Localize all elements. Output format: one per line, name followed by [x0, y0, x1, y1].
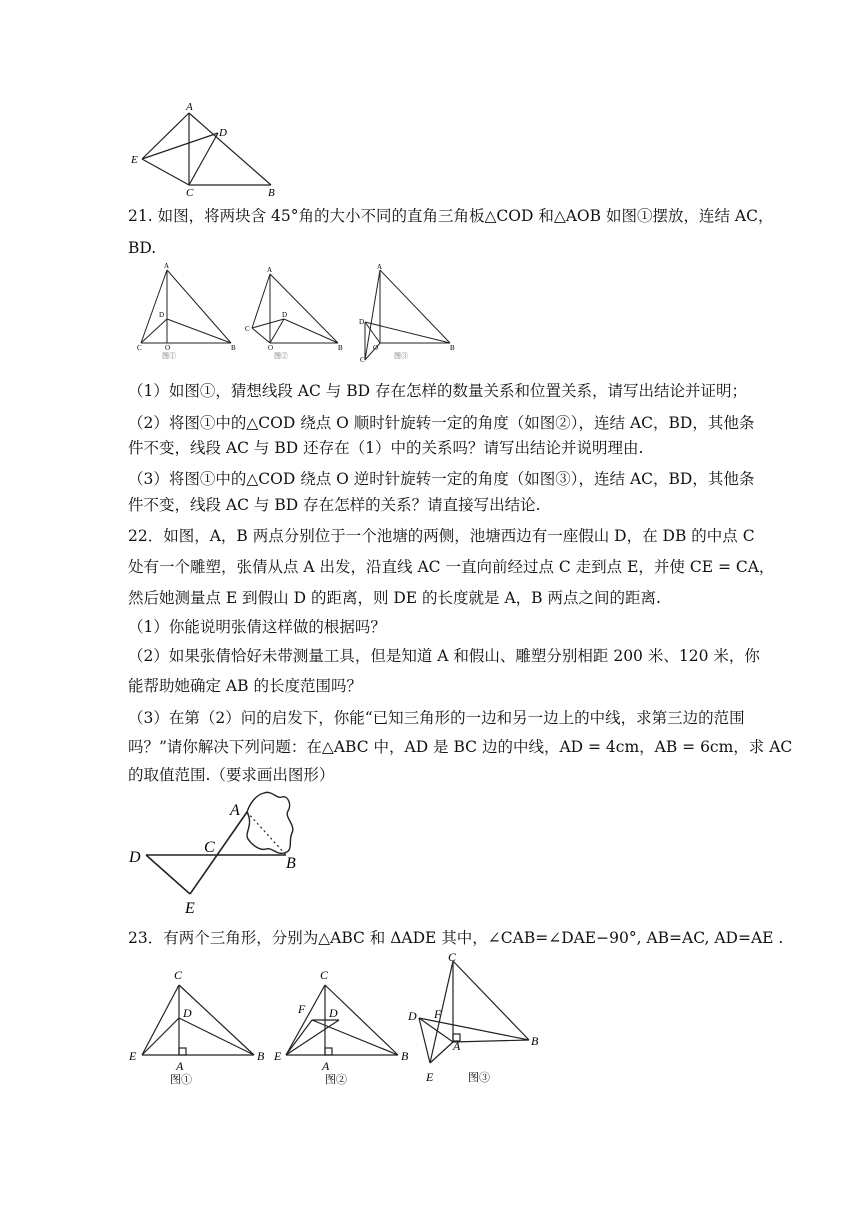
label-a: A	[453, 1039, 461, 1053]
q22-part3-line2: 吗？”请你解决下列问题：在△ABC 中，AD 是 BC 边的中线，AD = 4cm，AB = 6cm，求 AC	[128, 738, 793, 756]
label-c: C	[448, 950, 457, 964]
q21-stem-line1: 21. 如图，将两块含 45°角的大小不同的直角三角板△COD 和△AOB 如图①摆放，连结 AC，	[128, 207, 774, 225]
label-d: D	[329, 1006, 338, 1020]
figure-q21-2	[242, 262, 352, 362]
label-a: A	[176, 1059, 184, 1073]
q22-part1: （1）你能说明张倩这样做的根据吗？	[128, 618, 386, 636]
figure-caption: 图①	[162, 352, 176, 360]
label-o: O	[373, 344, 379, 352]
figure-caption: 图③	[394, 352, 408, 360]
label-c: C	[204, 839, 215, 856]
label-a: A	[267, 266, 273, 274]
label-e: E	[129, 1049, 137, 1063]
label-d: D	[129, 849, 141, 866]
label-o: O	[268, 344, 274, 352]
label-o: O	[165, 344, 171, 352]
figure-q21-3	[356, 262, 466, 362]
label-a: A	[377, 263, 383, 271]
q21-part3-line1: （3）将图①中的△COD 绕点 O 逆时针旋转一定的角度（如图③），连结 AC，BD，其他条	[128, 470, 755, 488]
label-c: C	[320, 968, 329, 982]
label-f: F	[298, 1002, 306, 1016]
q23-stem: 23．有两个三角形，分别为△ABC 和 ΔADE 其中，∠CAB=∠DAE−90°, AB=AC, AD=AE .	[128, 929, 784, 947]
q22-part3-line1: （3）在第（2）问的启发下，你能“已知三角形的一边和另一边上的中线，求第三边的范围	[128, 709, 745, 727]
figure-caption: 图③	[468, 1072, 490, 1084]
label-b: B	[286, 855, 296, 872]
label-b: B	[231, 344, 236, 352]
figure-q21-1	[134, 262, 244, 362]
label-d: D	[183, 1006, 192, 1020]
q21-part3-line2: 件不变，线段 AC 与 BD 存在怎样的关系？请直接写出结论.	[128, 496, 541, 514]
label-b: B	[401, 1049, 409, 1063]
label-b: B	[450, 344, 455, 352]
label-c: C	[174, 968, 183, 982]
label-d: D	[219, 127, 227, 139]
q22-line2: 处有一个雕塑，张倩从点 A 出发，沿直线 AC 一直向前经过点 C 走到点 E，并使 CE = CA，	[128, 558, 775, 576]
label-c: C	[186, 187, 194, 199]
q21-part2-line2: 件不变，线段 AC 与 BD 还存在（1）中的关系吗？请写出结论并说明理由.	[128, 439, 644, 457]
label-e: E	[185, 900, 195, 917]
label-c: C	[245, 325, 250, 333]
label-c: C	[360, 356, 365, 362]
q21-part2-line1: （2）将图①中的△COD 绕点 O 顺时针旋转一定的角度（如图②），连结 AC，BD，其他条	[128, 414, 755, 432]
label-b: B	[531, 1034, 539, 1048]
label-b: B	[338, 344, 343, 352]
label-a: A	[230, 802, 240, 819]
figure-q23-1	[126, 965, 276, 1090]
label-a: A	[322, 1059, 330, 1073]
figure-caption: 图②	[325, 1074, 347, 1086]
q21-part1: （1）如图①，猜想线段 AC 与 BD 存在怎样的数量关系和位置关系，请写出结论并证明；	[128, 382, 747, 400]
label-b: B	[268, 187, 275, 199]
q22-part2-line1: （2）如果张倩恰好未带测量工具，但是知道 A 和假山、雕塑分别相距 200 米、120 米，你	[128, 647, 760, 665]
q22-line3: 然后她测量点 E 到假山 D 的距离，则 DE 的长度就是 A，B 两点之间的距离.	[128, 589, 661, 607]
label-e: E	[426, 1070, 434, 1084]
label-f: F	[434, 1007, 442, 1021]
label-d: D	[159, 311, 165, 319]
figure-q20	[128, 100, 288, 200]
label-d: D	[282, 311, 288, 319]
figure-caption: 图①	[170, 1074, 192, 1086]
q22-part2-line2: 能帮助她确定 AB 的长度范围吗？	[128, 677, 362, 695]
label-a: A	[164, 262, 170, 270]
label-d: D	[408, 1009, 417, 1023]
figure-q22	[126, 785, 316, 920]
figure-caption: 图②	[274, 352, 288, 360]
q21-stem-line2: BD.	[128, 239, 157, 257]
figure-q23-3	[400, 948, 560, 1093]
q22-part3-line3: 的取值范围.（要求画出图形）	[128, 766, 335, 784]
label-b: B	[257, 1049, 265, 1063]
label-c: C	[137, 344, 142, 352]
q22-line1: 22．如图，A，B 两点分别位于一个池塘的两侧，池塘西边有一座假山 D，在 DB 的中点 C	[128, 527, 755, 545]
label-e: E	[274, 1049, 282, 1063]
label-d: D	[359, 318, 365, 326]
label-e: E	[131, 154, 138, 166]
label-a: A	[186, 101, 193, 113]
